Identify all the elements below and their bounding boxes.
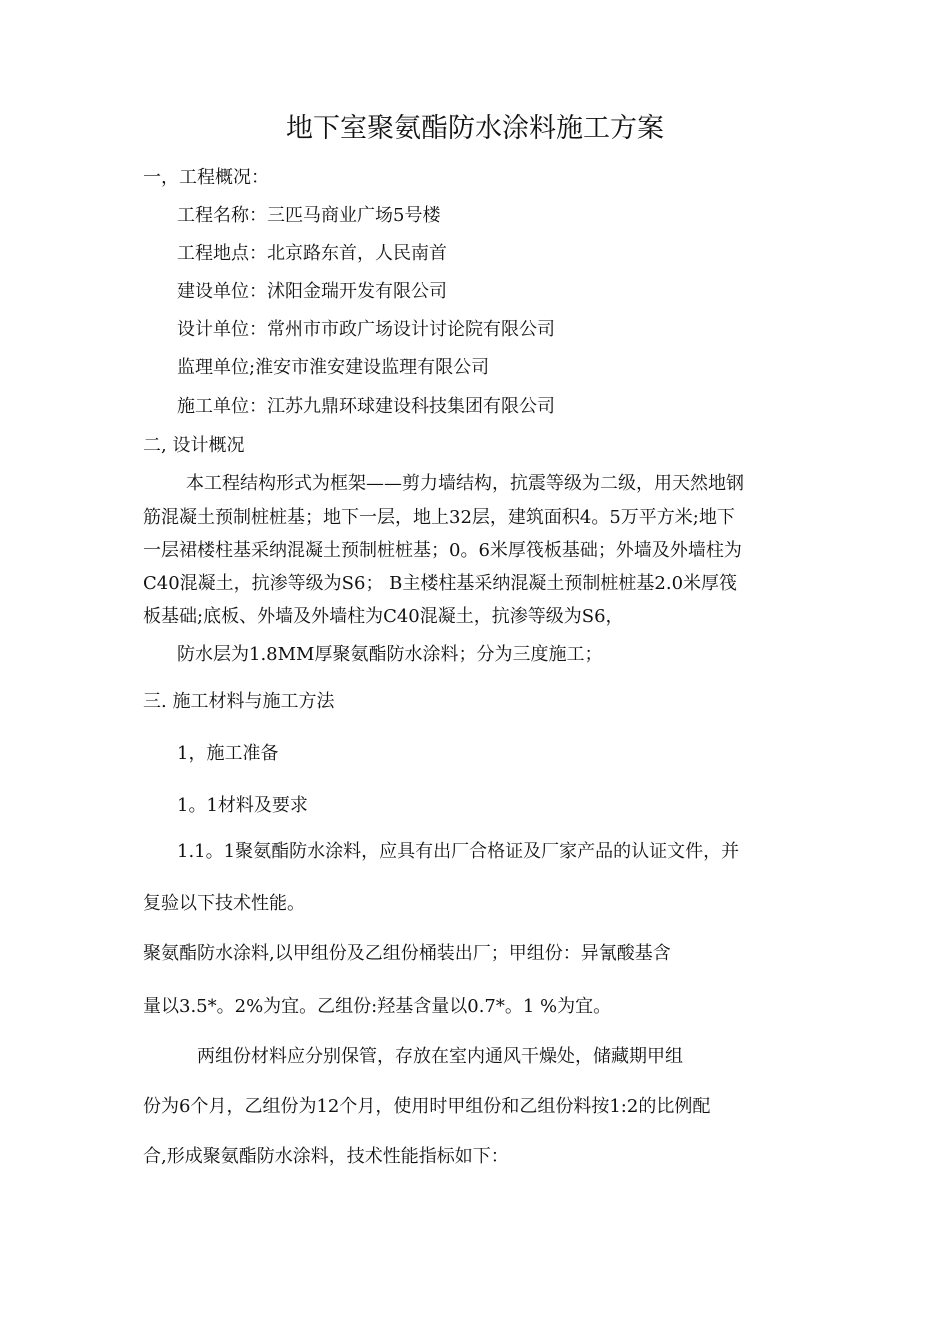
supervisor-line: 监理单位;淮安市淮安建设监理有限公司	[177, 357, 490, 378]
section-heading-design: 二, 设计概况	[143, 435, 245, 456]
design-paragraph-line-1: 本工程结构形式为框架——剪力墙结构，抗震等级为二级，用天然地钢	[186, 473, 744, 494]
item-1-1-1-line-1: 1.1。1聚氨酯防水涂料，应具有出厂合格证及厂家产品的认证文件，并	[177, 841, 740, 862]
component-line-1: 聚氨酯防水涂料,以甲组份及乙组份桶装出厂；甲组份：异氰酸基含	[143, 943, 671, 964]
project-location-line: 工程地点：北京路东首，人民南首	[177, 243, 447, 264]
developer-line: 建设单位：沭阳金瑞开发有限公司	[177, 281, 447, 302]
storage-line-2: 份为6个月，乙组份为12个月，使用时甲组份和乙组份料按1:2的比例配	[143, 1096, 711, 1117]
subsection-preparation: 1，施工准备	[177, 743, 279, 764]
component-line-2: 量以3.5*。2%为宜。乙组份:羟基含量以0.7*。1 %为宜。	[143, 996, 612, 1017]
section-heading-overview: 一，工程概况：	[143, 167, 269, 188]
document-title: 地下室聚氨酯防水涂料施工方案	[286, 113, 664, 144]
storage-line-1: 两组份材料应分别保管，存放在室内通风干燥处，储藏期甲组	[197, 1046, 683, 1067]
storage-line-3: 合,形成聚氨酯防水涂料，技术性能指标如下：	[143, 1146, 509, 1167]
design-paragraph-line-4: C40混凝土，抗渗等级为S6； B主楼柱基采纳混凝土预制桩桩基2.0米厚筏	[143, 573, 738, 594]
design-paragraph-line-5: 板基础;底板、外墙及外墙柱为C40混凝土，抗渗等级为S6，	[143, 606, 624, 627]
waterproof-layer-line: 防水层为1.8MM厚聚氨酯防水涂料；分为三度施工；	[177, 644, 603, 665]
section-heading-materials: 三. 施工材料与施工方法	[143, 691, 335, 712]
item-1-1-1-line-2: 复验以下技术性能。	[143, 893, 305, 914]
designer-line: 设计单位：常州市市政广场设计讨论院有限公司	[177, 319, 555, 340]
contractor-line: 施工单位：江苏九鼎环球建设科技集团有限公司	[177, 396, 555, 417]
project-name-line: 工程名称：三匹马商业广场5号楼	[177, 205, 441, 226]
design-paragraph-line-3: 一层裙楼柱基采纳混凝土预制桩桩基；0。6米厚筏板基础；外墙及外墙柱为	[143, 540, 742, 561]
design-paragraph-line-2: 筋混凝土预制桩桩基；地下一层，地上32层，建筑面积4。5万平方米;地下	[143, 507, 735, 528]
subsection-materials-requirements: 1。1材料及要求	[177, 795, 308, 816]
